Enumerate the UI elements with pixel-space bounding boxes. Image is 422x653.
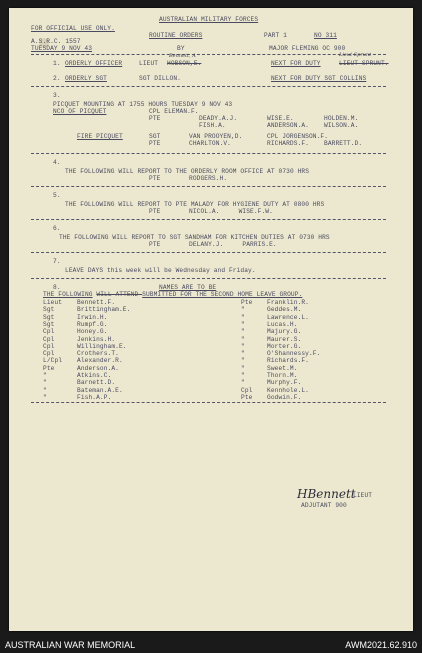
fire-picquet-name: CPL JORGENSON.F. [267, 133, 329, 140]
para8-text [43, 291, 302, 298]
divider [31, 54, 386, 55]
by-label: BY [177, 45, 185, 52]
leave-name: Lucas.H. [267, 320, 298, 328]
fire-picquet-name: CHARLTON.V. [189, 140, 231, 147]
leave-name: Fish.A.P. [77, 393, 112, 401]
archive-name: AUSTRALIAN WAR MEMORIAL [5, 640, 136, 650]
leave-rank: " [241, 372, 245, 379]
picquet-name: WISE.E. [267, 115, 294, 122]
para-number: 6. [53, 225, 61, 232]
leave-rank: " [241, 357, 245, 365]
leave-rank: Pte [43, 364, 55, 372]
para5-text: THE FOLLOWING WILL REPORT TO PTE MALADY FOR HYGIENE DUTY AT 0800 HRS [65, 201, 325, 208]
leave-name: Murphy.F. [267, 379, 302, 387]
next-for-duty-2: NEXT FOR DUTY SGT COLLINS [271, 75, 367, 82]
leave-name: Franklin.R. [267, 299, 309, 306]
orderly-sgt-name: SGT DILLON. [139, 75, 181, 82]
leave-rank: " [43, 393, 47, 401]
para6-names: DELANY.J. PARRIS.E. [189, 241, 277, 248]
picquet-name: WILSON.A. [324, 122, 359, 129]
fire-picquet-name: BARRETT.D. [324, 140, 363, 147]
handwritten-signature: HBennett [297, 487, 356, 501]
leave-rank: " [241, 364, 245, 372]
leave-name: Crothers.T. [77, 350, 119, 358]
para8-text-a: THE FOLLOWING [43, 291, 93, 298]
para-number: 3. [53, 92, 61, 99]
leave-rank: " [241, 350, 245, 358]
leave-rank: Pte [241, 393, 253, 401]
fire-picquet-label: FIRE PICQUET [77, 133, 123, 140]
leave-rank: " [43, 372, 47, 379]
para-number: 2. [53, 75, 61, 82]
orderly-officer-handwritten: Bennett, A [169, 53, 196, 59]
picquet-name: ANDERSON.A. [267, 122, 309, 129]
leave-name: Bateman.A.E. [77, 386, 123, 394]
leave-rank: " [241, 328, 245, 336]
pte-label: PTE [149, 115, 161, 122]
divider [31, 186, 386, 187]
leave-rank: Sgt [43, 320, 55, 328]
next-for-duty-1: NEXT FOR DUTY [271, 60, 321, 67]
leave-rank: " [241, 320, 245, 328]
leave-name: Geddes.M. [267, 306, 302, 314]
divider [31, 153, 386, 154]
leave-name: Jenkins.H. [77, 335, 116, 343]
leave-name: Sweet.M. [267, 364, 298, 372]
leave-name: Irwin.H. [77, 313, 108, 321]
orderly-officer-struck: HOBSON,E. [167, 60, 202, 67]
para-number: 1. [53, 60, 61, 67]
picquet-name: DEADY.A.J. [199, 115, 238, 122]
leave-rank: " [241, 342, 245, 350]
pte-label: PTE [149, 208, 161, 215]
divider [31, 252, 386, 253]
leave-rank: Cpl [43, 328, 55, 336]
leave-rank: " [241, 306, 245, 314]
leave-name: Majury.G. [267, 328, 302, 336]
para4-text: THE FOLLOWING WILL REPORT TO THE ORDERLY ROOM OFFICE AT 0730 HRS [65, 168, 310, 175]
leave-name: Anderson.A. [77, 364, 119, 372]
order-date: TUESDAY 9 NOV 43 [31, 45, 93, 52]
sgt-label: SGT [149, 133, 161, 140]
leave-rank: Cpl [43, 350, 55, 358]
leave-name: O'Shannessy.F. [267, 350, 321, 358]
leave-name: Morter.G. [267, 342, 302, 350]
leave-rank: " [241, 379, 245, 387]
leave-rank: Pte [241, 299, 253, 306]
para8-text-struck: WILL ATTEND [96, 291, 143, 298]
next-officer-handwritten: Lieut Sprunt [339, 52, 372, 58]
leave-name: Thorn.M. [267, 372, 298, 379]
divider [31, 219, 386, 220]
leave-rank: " [241, 313, 245, 321]
picquet-name: FISH.A. [199, 122, 226, 129]
leave-rank: Sgt [43, 313, 55, 321]
para4-names: RODGERS.H. [189, 175, 228, 182]
divider [31, 278, 386, 279]
leave-name: Maurer.S. [267, 335, 302, 343]
leave-rank: Cpl [241, 386, 253, 394]
picquet-mounting: PICQUET MOUNTING AT 1755 HOURS TUESDAY 9 NOV 43 [53, 101, 233, 108]
orderly-sgt-label: ORDERLY SGT [65, 75, 107, 82]
leave-rank: Cpl [43, 335, 55, 343]
leave-name: Lawrence.L. [267, 313, 309, 321]
classification: FOR OFFICIAL USE ONLY. [31, 25, 115, 32]
leave-name: Rumpf.G. [77, 320, 108, 328]
divider [31, 402, 386, 403]
para-number: 8. [53, 284, 61, 291]
leave-rank: Cpl [43, 342, 55, 350]
orderly-officer-rank: LIEUT [139, 60, 159, 67]
para8-text-b: SUBMITTED FOR THE SECOND HOME LEAVE GROUP. [142, 291, 303, 298]
doc-title: AUSTRALIAN MILITARY FORCES [159, 16, 259, 23]
archive-reference: AWM2021.62.910 [345, 640, 417, 650]
leave-name: Kennhole.L. [267, 386, 309, 394]
pte-label: PTE [149, 241, 161, 248]
leave-rank: " [43, 386, 47, 394]
leave-days: LEAVE DAYS this week will be Wednesday and Friday. [65, 267, 256, 274]
pte-label: PTE [149, 140, 161, 147]
leave-rank: " [241, 335, 245, 343]
leave-name: Alexander.R. [77, 357, 123, 365]
leave-name: Atkins.C. [77, 372, 112, 379]
leave-rank: Sgt [43, 306, 55, 314]
nco-picquet-label: NCO OF PICQUET [53, 108, 107, 115]
picquet-name: HOLDEN.M. [324, 115, 359, 122]
pte-label: PTE [149, 175, 161, 182]
unit-label: A.S.R.C. 1557 [31, 38, 81, 45]
para-number: 7. [53, 258, 61, 265]
fire-picquet-name: VAN PROOYEN,D. [189, 133, 243, 140]
leave-name: Honey.G. [77, 328, 108, 336]
nco-picquet: CPL ELEMAN.F. [149, 108, 199, 115]
part-label: PART 1 [264, 32, 287, 39]
orders-title: ROUTINE ORDERS [149, 32, 203, 39]
para6-text: THE FOLLOWING WILL REPORT TO SGT SANDHAM FOR KITCHEN DUTIES AT 0730 HRS [59, 234, 330, 241]
para-number: 5. [53, 192, 61, 199]
para8-heading: NAMES ARE TO BE [159, 284, 217, 291]
orderly-officer-label: ORDERLY OFFICER [65, 60, 123, 67]
leave-name: Richards.F. [267, 357, 309, 365]
leave-name: Bennett.F. [77, 299, 116, 306]
fire-picquet-name: RICHARDS.F. [267, 140, 309, 147]
leave-name: Willingham.E. [77, 342, 127, 350]
leave-name: Barnett.D. [77, 379, 116, 387]
next-officer-struck: LIEUT SPRUNT. [339, 60, 389, 67]
signatory-role: ADJUTANT 900 [301, 502, 347, 509]
signatory-rank: LIEUT [353, 492, 373, 499]
leave-rank: " [43, 379, 47, 387]
para5-names: NICOL.A. WISE.F.W. [189, 208, 273, 215]
para-number: 4. [53, 159, 61, 166]
leave-rank: L/Cpl [43, 357, 63, 365]
document-page [9, 8, 413, 631]
leave-name: Godwin.F. [267, 393, 302, 401]
leave-rank: Lieut [43, 299, 63, 306]
commander: MAJOR FLEMING OC 900 [269, 45, 346, 52]
divider [31, 86, 386, 87]
leave-name: Brittingham.E. [77, 306, 131, 314]
order-number: NO 311 [314, 32, 337, 39]
